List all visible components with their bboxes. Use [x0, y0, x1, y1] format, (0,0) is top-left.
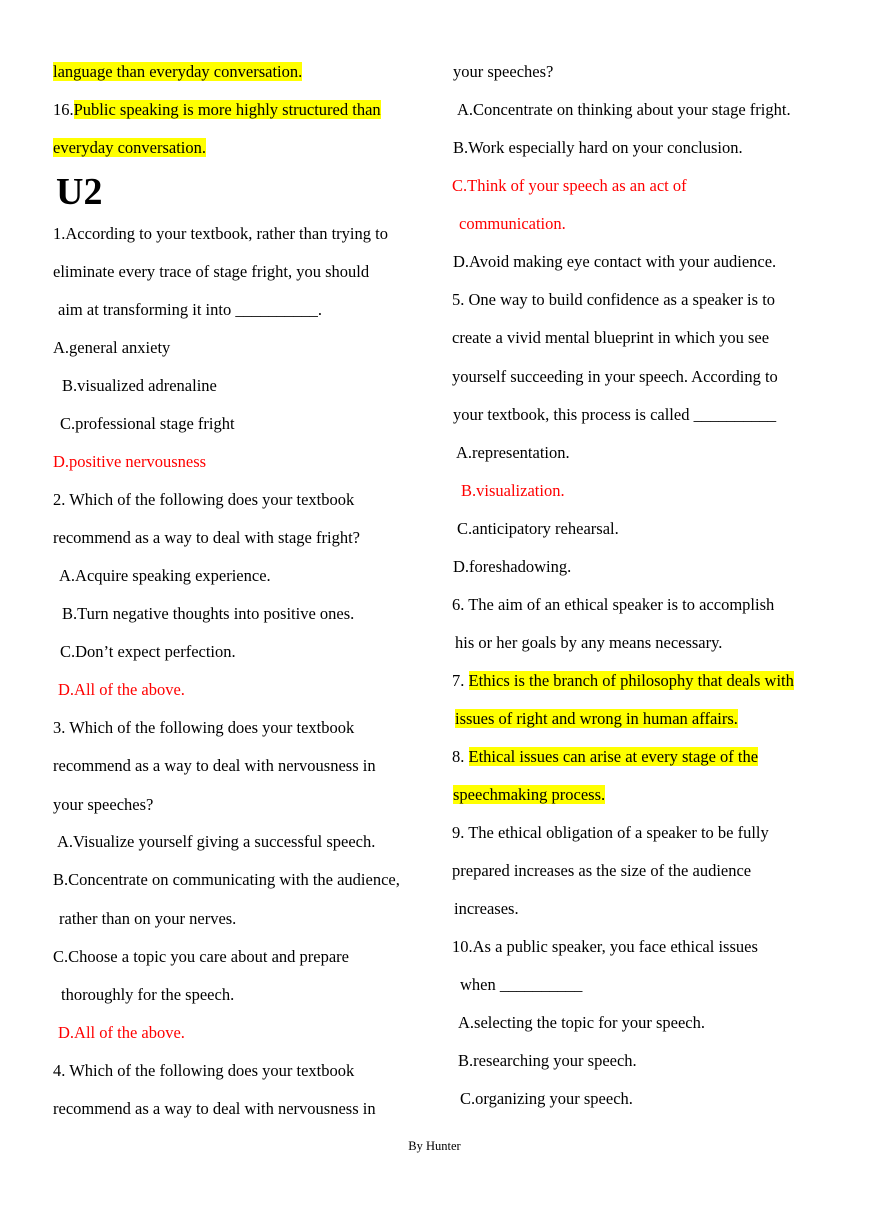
body-text: C.professional stage fright — [60, 414, 235, 433]
body-text: B.visualized adrenaline — [62, 376, 217, 395]
right-column-line — [452, 936, 758, 958]
left-column-line — [53, 61, 302, 83]
highlighted-text: Ethical issues can arise at every stage of the — [468, 747, 759, 766]
body-text: 4. Which of the following does your textbook — [53, 1061, 355, 1080]
item-number: 7. — [452, 671, 469, 690]
body-text: create a vivid mental blueprint in which you see — [452, 328, 770, 347]
body-text: recommend as a way to deal with stage fright? — [53, 528, 360, 547]
left-column-line — [62, 375, 217, 397]
body-text: increases. — [454, 899, 519, 918]
right-column-line — [452, 289, 775, 311]
body-text: A.Visualize yourself giving a successful speech. — [57, 832, 376, 851]
left-column-line — [62, 603, 354, 625]
left-column-line — [53, 337, 170, 359]
answer-text: D.positive nervousness — [53, 452, 207, 471]
right-column-line — [452, 594, 774, 616]
highlighted-text: language than everyday conversation. — [53, 62, 303, 81]
item-number: 16. — [53, 100, 74, 119]
right-column-line — [453, 556, 571, 578]
body-text: D.Avoid making eye contact with your audience. — [453, 252, 777, 271]
body-text: A.selecting the topic for your speech. — [458, 1013, 705, 1032]
left-column-line — [58, 679, 185, 701]
right-column-line — [453, 784, 605, 806]
left-column-line — [53, 489, 354, 511]
right-column-line — [457, 99, 791, 121]
left-column-line — [53, 717, 354, 739]
body-text: A.general anxiety — [53, 338, 171, 357]
body-text: rather than on your nerves. — [59, 909, 237, 928]
body-text: C.organizing your speech. — [460, 1089, 633, 1108]
right-column-line — [459, 213, 566, 235]
right-column-line — [457, 518, 619, 540]
right-column-line — [456, 442, 570, 464]
body-text: C.Choose a topic you care about and prepare — [53, 947, 349, 966]
body-text: A.Acquire speaking experience. — [59, 566, 271, 585]
highlighted-text: issues of right and wrong in human affairs. — [455, 709, 738, 728]
answer-text: B.visualization. — [461, 481, 565, 500]
body-text: 2. Which of the following does your textbook — [53, 490, 355, 509]
highlighted-text: Public speaking is more highly structured than — [73, 100, 381, 119]
right-column-line — [461, 480, 565, 502]
left-column-line — [53, 99, 381, 121]
left-column-line — [57, 831, 375, 853]
right-column-line — [452, 822, 769, 844]
highlighted-text: Ethics is the branch of philosophy that deals with — [468, 671, 794, 690]
body-text: aim at transforming it into __________. — [58, 300, 322, 319]
left-column-line — [53, 261, 369, 283]
body-text: 1.According to your textbook, rather than trying to — [53, 224, 388, 243]
body-text: 3. Which of the following does your textbook — [53, 718, 355, 737]
right-column-line — [460, 1088, 633, 1110]
right-column-line — [460, 974, 582, 996]
body-text: prepared increases as the size of the audience — [452, 861, 752, 880]
right-column-line — [458, 1050, 637, 1072]
body-text: B.Work especially hard on your conclusion. — [453, 138, 743, 157]
right-column-line — [452, 175, 687, 197]
left-column-line — [53, 223, 388, 245]
left-column-line — [58, 299, 322, 321]
right-column-line — [453, 404, 776, 426]
highlighted-text: everyday conversation. — [53, 138, 207, 157]
answer-text: communication. — [459, 214, 566, 233]
body-text: 10.As a public speaker, you face ethical issues — [452, 937, 758, 956]
highlighted-text: speechmaking process. — [453, 785, 606, 804]
left-column-line — [53, 946, 349, 968]
left-column-line — [60, 641, 236, 663]
body-text: B.Turn negative thoughts into positive ones. — [62, 604, 355, 623]
page-footer: By Hunter — [408, 1139, 461, 1153]
right-column-line — [455, 708, 738, 730]
body-text: C.Don’t expect perfection. — [60, 642, 236, 661]
left-column-line — [58, 1022, 185, 1044]
right-column-line — [453, 137, 743, 159]
right-column-line — [453, 61, 553, 83]
left-column-line — [53, 1060, 354, 1082]
body-text: 6. The aim of an ethical speaker is to accomplish — [452, 595, 775, 614]
right-column-line — [452, 670, 794, 692]
body-text: eliminate every trace of stage fright, you should — [53, 262, 370, 281]
body-text: C.anticipatory rehearsal. — [457, 519, 619, 538]
body-text: A.Concentrate on thinking about your stage fright. — [457, 100, 791, 119]
left-column-line — [53, 755, 376, 777]
left-column-line — [53, 794, 153, 816]
left-column-line — [59, 908, 236, 930]
body-text: thoroughly for the speech. — [61, 985, 235, 1004]
answer-text: D.All of the above. — [58, 680, 185, 699]
body-text: his or her goals by any means necessary. — [455, 633, 723, 652]
left-column-line — [53, 451, 206, 473]
body-text: recommend as a way to deal with nervousness in — [53, 1099, 376, 1118]
body-text: B.Concentrate on communicating with the audience, — [53, 870, 400, 889]
body-text: 9. The ethical obligation of a speaker to be fully — [452, 823, 769, 842]
right-column-line — [452, 327, 769, 349]
left-column-line — [53, 137, 206, 159]
right-column-line — [454, 898, 519, 920]
right-column-line — [455, 632, 722, 654]
answer-text: D.All of the above. — [58, 1023, 185, 1042]
body-text: your speeches? — [453, 62, 554, 81]
answer-text: C.Think of your speech as an act of — [452, 176, 687, 195]
item-number: 8. — [452, 747, 469, 766]
left-column-line — [53, 869, 400, 891]
right-column-line — [452, 746, 758, 768]
left-column-line — [59, 565, 271, 587]
body-text: A.representation. — [456, 443, 570, 462]
body-text: B.researching your speech. — [458, 1051, 637, 1070]
left-column-line — [60, 413, 235, 435]
body-text: D.foreshadowing. — [453, 557, 572, 576]
right-column-line — [452, 860, 751, 882]
left-column-line — [61, 984, 234, 1006]
body-text: recommend as a way to deal with nervousness in — [53, 756, 376, 775]
left-column-line — [53, 527, 360, 549]
body-text: 5. One way to build confidence as a speaker is to — [452, 290, 776, 309]
right-column-line — [458, 1012, 705, 1034]
body-text: your speeches? — [53, 795, 154, 814]
right-column-line — [453, 251, 776, 273]
body-text: when __________ — [460, 975, 583, 994]
section-heading: U2 — [56, 171, 103, 213]
left-column-line — [53, 1098, 376, 1120]
body-text: yourself succeeding in your speech. According to — [452, 367, 778, 386]
right-column-line — [452, 366, 778, 388]
body-text: your textbook, this process is called __________ — [453, 405, 777, 424]
